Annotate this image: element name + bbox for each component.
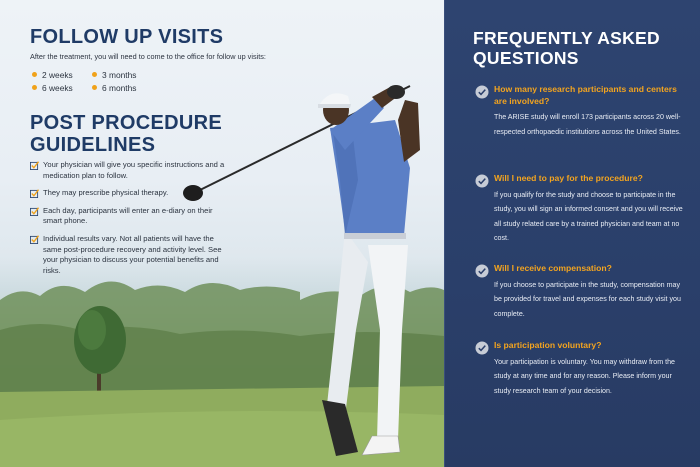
faq-answer: The ARISE study will enroll 173 participants across 20 well-respected orthopaedic institutions across the United States. — [494, 113, 681, 136]
visit-item: 3 months — [92, 68, 136, 81]
faq-item — [475, 84, 685, 139]
guideline-item: They may prescribe physical therapy. — [30, 188, 226, 199]
faq-answer: If you qualify for the study and choose to participate in the study, you will sign an informed consent and you will receive all study related care by a trained physician and team at no cost. — [494, 190, 683, 243]
post-procedure-title-line1: POST PROCEDURE — [30, 112, 223, 134]
visit-item: 6 weeks — [32, 81, 73, 94]
faq-answer: Your participation is voluntary. You may withdraw from the study at any time and for any reason. Please inform your study research team of your decision. — [494, 357, 675, 395]
visit-list-left — [32, 68, 73, 94]
checkbox-check-icon — [30, 189, 39, 198]
faq-question: Is participation voluntary? — [494, 340, 602, 350]
faq-item — [475, 340, 685, 398]
bullet-dot-icon — [92, 72, 97, 77]
check-circle-icon — [475, 85, 489, 99]
faq-question: How many research participants and centers are involved? — [494, 84, 677, 106]
faq-title-line1: FREQUENTLY ASKED — [473, 28, 660, 48]
check-circle-icon — [475, 264, 489, 278]
follow-up-intro: After the treatment, you will need to come to the office for follow up visits: — [30, 52, 266, 61]
faq-title-line2: QUESTIONS — [473, 48, 579, 68]
post-procedure-title — [30, 112, 222, 156]
faq-item — [475, 173, 685, 246]
faq-question: Will I need to pay for the procedure? — [494, 173, 643, 183]
faq-panel — [444, 0, 700, 467]
bullet-dot-icon — [32, 85, 37, 90]
check-circle-icon — [475, 341, 489, 355]
follow-up-title: FOLLOW UP VISITS — [30, 26, 224, 48]
guidelines-list — [30, 160, 226, 283]
checkbox-check-icon — [30, 207, 39, 216]
check-circle-icon — [475, 174, 489, 188]
checkbox-check-icon — [30, 161, 39, 170]
faq-title — [473, 28, 660, 68]
faq-answer: If you choose to participate in the study, compensation may be provided for travel and expenses for each study visit you complete. — [494, 280, 681, 318]
post-procedure-title-line2: GUIDELINES — [30, 134, 156, 156]
bullet-dot-icon — [32, 72, 37, 77]
bullet-dot-icon — [92, 85, 97, 90]
guideline-item: Each day, participants will enter an e-diary on their smart phone. — [30, 206, 226, 227]
checkbox-check-icon — [30, 235, 39, 244]
faq-question: Will I receive compensation? — [494, 263, 612, 273]
visit-item: 2 weeks — [32, 68, 73, 81]
guideline-item: Your physician will give you specific instructions and a medication plan to follow. — [30, 160, 226, 181]
guideline-item: Individual results vary. Not all patients will have the same post-procedure recovery and activity level. See your physician to discuss your potential benefits and risks. — [30, 234, 226, 276]
visit-list-right — [92, 68, 136, 94]
visit-item: 6 months — [92, 81, 136, 94]
faq-item — [475, 263, 685, 321]
